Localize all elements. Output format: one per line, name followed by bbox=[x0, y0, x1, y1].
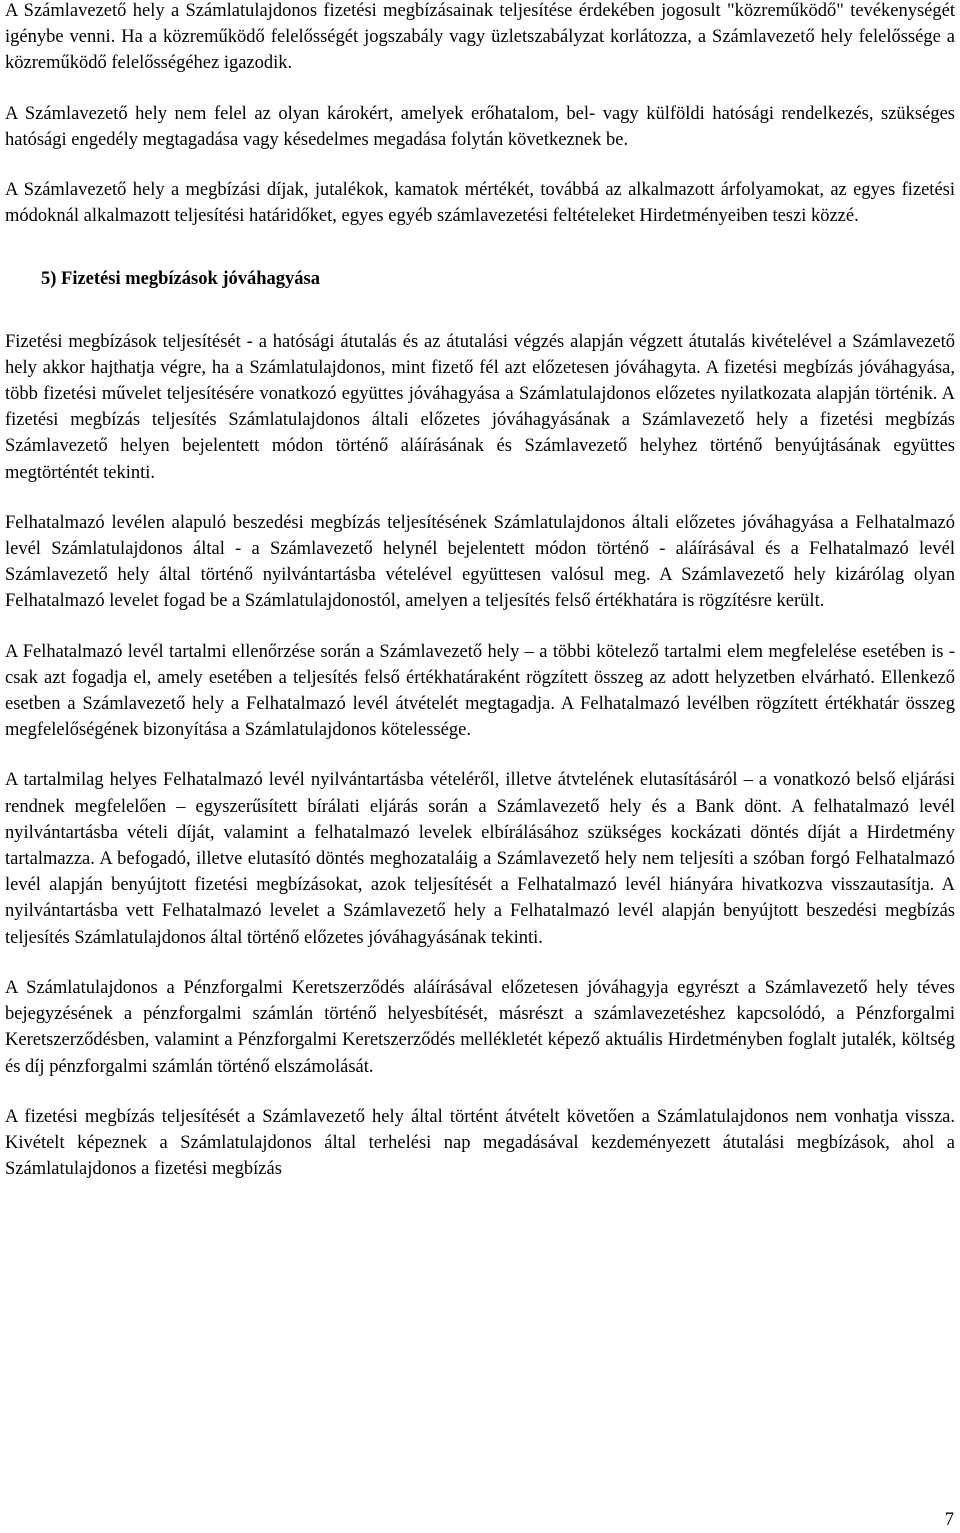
document-page bbox=[5, 0, 955, 1182]
paragraph-intermediary: A Számlavezető hely a Számlatulajdonos fizetési megbízásainak teljesítése érdekében jogosult "közreműködő" tevékenységét igénybe venni. Ha a közreműködő felelősségét jogszabály vagy üzletszabályzat korlátozza, a Számlavezető hely felelőssége a közreműködő felelősségéhez igazodik. bbox=[5, 1, 955, 74]
paragraph-force-majeure: A Számlavezető hely nem felel az olyan károkért, amelyek erőhatalom, bel- vagy külföldi hatósági rendelkezés, szükséges hatósági engedély megtagadása vagy késedelmes megadása folytán következnek be. bbox=[5, 103, 955, 150]
paragraph-authorization-letter: Felhatalmazó levélen alapuló beszedési megbízás teljesítésének Számlatulajdonos általi előzetes jóváhagyása a Felhatalmazó levél Számlatulajdonos által - a Számlavezető helynél bejelentett módon történő - aláírásával és a Felhatalmazó levél Számlavezető hely által történő nyilvántartásba vételével együttesen valósul meg. A Számlavezető hely kizárólag olyan Felhatalmazó levelet fogad be a Számlatulajdonostól, amelyen a teljesítés felső értékhatára is rögzítésre került. bbox=[5, 512, 955, 612]
page-number: 7 bbox=[944, 1510, 954, 1530]
paragraph-framework-contract: A Számlatulajdonos a Pénzforgalmi Keretszerződés aláírásával előzetesen jóváhagyja egyrészt a Számlavezető hely téves bejegyzésének a pénzforgalmi számlán történő helyesbítését, másrészt a számlavezetéshez kapcsolódó, a Pénzforgalmi Keretszerződésben, valamint a Pénzforgalmi Keretszerződés mellékletét képező aktuális Hirdetményben foglalt jutalék, költség és díj pénzforgalmi számlán történő elszámolását. bbox=[5, 977, 955, 1077]
paragraph-fees-announcement: A Számlavezető hely a megbízási díjak, jutalékok, kamatok mértékét, továbbá az alkalmazott árfolyamokat, az egyes fizetési módoknál alkalmazott teljesítési határidőket, egyes egyéb számlavezetési feltételeket Hirdetményeiben teszi közzé. bbox=[5, 180, 955, 227]
section-heading: 5) Fizetési megbízások jóváhagyása bbox=[41, 269, 321, 290]
paragraph-approval: Fizetési megbízások teljesítését - a hatósági átutalás és az átutalási végzés alapján végzett átutalás kivételével a Számlavezető hely akkor hajthatja végre, ha a Számlatulajdonos, mint fizető fél azt előzetesen jóváhagyta. A fizetési megbízás jóváhagyása, több fizetési művelet teljesítésére vonatkozó együttes jóváhagyása a Számlatulajdonos előzetes nyilatkozata alapján történik. A fizetési megbízás teljesítés Számlatulajdonos általi előzetes jóváhagyásának a Számlavezető hely a fizetési megbízás Számlavezető helyen bejelentett módon történő aláírásának és Számlavezető helyhez történő benyújtásának együttes megtörténtét tekinti. bbox=[5, 331, 955, 483]
paragraph-content-check: A Felhatalmazó levél tartalmi ellenőrzése során a Számlavezető hely – a többi kötelező tartalmi elem megfelelése esetében is - csak azt fogadja el, amely esetében a teljesítés felső értékhatáraként rögzített összeg az adott helyzetben elvárható. Ellenkező esetben a Számlavezető hely a Felhatalmazó levél átvételét megtagadja. A Felhatalmazó levélben rögzített értékhatár összeg megfelelőségének bizonyítása a Számlatulajdonos kötelessége. bbox=[5, 641, 955, 741]
paragraph-revocation: A fizetési megbízás teljesítését a Számlavezető hely által történt átvételt követően a Számlatulajdonos nem vonhatja vissza. Kivételt képeznek a Számlatulajdonos által terhelési nap megadásával kezdeményezett átutalási megbízások, ahol a Számlatulajdonos a fizetési megbízás bbox=[5, 1106, 955, 1180]
paragraph-registration: A tartalmilag helyes Felhatalmazó levél nyilvántartásba vételéről, illetve átvtelének elutasításáról – a vonatkozó belső eljárási rendnek megfelelően – egyszerűsített bírálati eljárás során a Számlavezető hely és a Bank dönt. A felhatalmazó levél nyilvántartásba vételi díját, valamint a felhatalmazó levelek elbírálásához szükséges kockázati döntés díját a Hirdetmény tartalmazza. A befogadó, illetve elutasító döntés meghozataláig a Számlavezető hely nem teljesíti a szóban forgó Felhatalmazó levél alapján benyújtott fizetési megbízásokat, azok teljesítését a Felhatalmazó levél hiányára hivatkozva visszautasítja. A nyilvántartásba vett Felhatalmazó levelet a Számlavezető hely a Felhatalmazó levél alapján benyújtott beszedési megbízás teljesítés Számlatulajdonos által történő előzetes jóváhagyásának tekinti. bbox=[5, 770, 955, 948]
